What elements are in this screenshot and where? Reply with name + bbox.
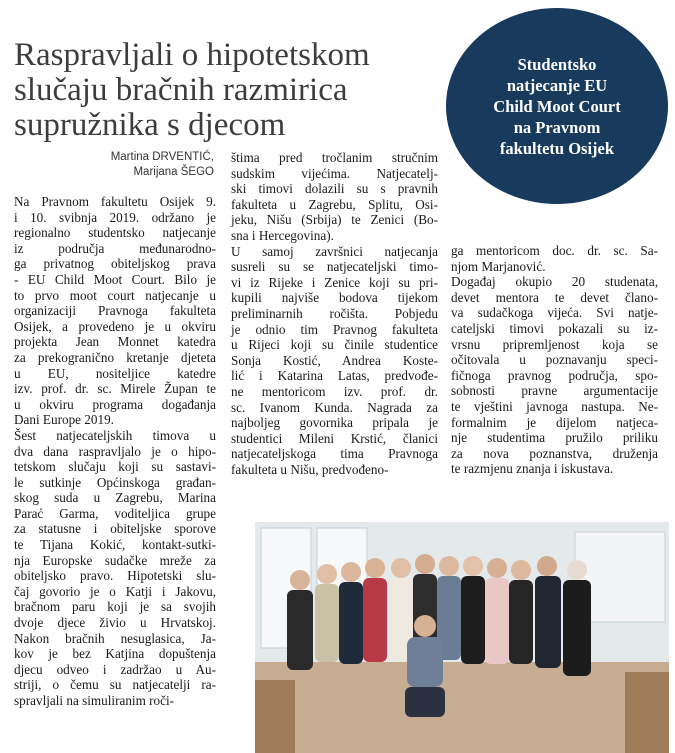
text-line: te vještini javnoga nastupa. Ne- [451, 398, 658, 414]
article-column-1 [14, 194, 216, 709]
text-line: kov je bez Katjina dopuštenja [14, 646, 216, 662]
text-line: je odnio tim Pravnog fakulteta [231, 321, 438, 337]
text-line: najboljeg govornika pripala je [231, 415, 438, 431]
text-line: te Tijana Kokić, kontakt-sutki- [14, 537, 216, 553]
text-line: Sonja Kostić, Andrea Koste- [231, 352, 438, 368]
author-name: Marijana ŠEGO [133, 166, 214, 178]
text-line: vrsnu pripremljenost koja se [451, 336, 658, 352]
text-line: le sutkinje Općinskoga građan- [14, 474, 216, 490]
text-line: fakulteta u Zagrebu, Splitu, Osi- [231, 196, 438, 212]
author-name: Martina DRVENTIĆ, [110, 151, 214, 163]
text-line: Parać Garma, voditeljica grupe [14, 505, 216, 521]
text-line: U samoj završnici natjecanja [231, 243, 438, 259]
text-line: očitovala u poznavanju speci- [451, 352, 658, 368]
text-line: te razmjenu znanja i iskustava. [451, 461, 614, 477]
text-line: u EU, nositeljice katedre [14, 365, 216, 381]
text-line: sna i Hercegovina). [231, 227, 334, 243]
text-line: lić i Katarina Latas, predvođe- [231, 368, 438, 384]
headline-line: supružnika s djecom [14, 107, 286, 144]
group-photo-illustration [255, 522, 669, 753]
text-line: sudskim vijećima. Natjecatelj- [231, 165, 438, 181]
text-line: organizaciji Pravnoga fakulteta [14, 303, 216, 319]
text-line: nja Europske sudačke mreže za [14, 552, 216, 568]
text-line: va sudačkoga vijeća. Svi natje- [451, 305, 658, 321]
article-column-2 [231, 150, 438, 477]
text-line: u okviru programa događanja [14, 396, 216, 412]
text-line: izv. prof. dr. sc. Mirele Župan te [14, 381, 216, 397]
text-line: Na Pravnom fakultetu Osijek 9. [14, 194, 216, 209]
text-line: u Rijeci koji su činile studentice [231, 337, 438, 353]
text-line: striji, o čemu su natjecatelji ra- [14, 677, 216, 693]
text-line: fičnoga pravnog područja, spo- [451, 367, 658, 383]
text-line: jeku, Nišu (Srbija) te Zenici (Bo- [231, 212, 438, 228]
text-line: Osijek, a provedeno je u okviru [14, 318, 216, 334]
badge-line: Studentsko [517, 54, 597, 74]
text-line: za prekogranično kretanje djeteta [14, 349, 216, 365]
text-line: sobnosti pravne argumentacije [451, 383, 658, 399]
text-line: ski timovi dolazili su s pravnih [231, 181, 438, 197]
article-headline [14, 38, 444, 143]
text-line: fakulteta u Nišu, predvođeno- [231, 461, 389, 477]
text-line: studentici Mileni Krstić, članici [231, 430, 438, 446]
text-line: dva dana raspravljalo je o hipo- [14, 443, 216, 459]
event-badge [446, 8, 668, 204]
badge-line: natjecanje EU [506, 75, 608, 95]
text-line: nje studentima pružilo priliku [451, 430, 658, 446]
text-line: tetskom slučaju koji su sastavi- [14, 459, 216, 475]
badge-line: na Pravnom [513, 117, 601, 137]
text-line: preliminarnih ročišta. Pobjedu [231, 305, 438, 321]
text-line: čaj govorio je o Katji i Jakovu, [14, 583, 216, 599]
text-line: to prvo moot court natjecanje u [14, 287, 216, 303]
headline-line: Raspravljali o hipotetskom [14, 37, 370, 74]
text-line: ga privatnog obiteljskog prava [14, 256, 216, 272]
text-line: njom Marjanović. [451, 258, 546, 274]
article-column-3 [451, 243, 658, 477]
text-line: natjecateljskoga tima Pravnoga [231, 446, 438, 462]
text-line: bračnom paru koji je sa svojih [14, 599, 216, 615]
text-line: - EU Child Moot Court. Bilo je [14, 271, 216, 287]
text-line: regionalno studentsko natjecanje [14, 225, 216, 241]
text-line: Događaj okupio 20 studenata, [451, 274, 658, 290]
text-line: Nakon bračnih nesuglasica, Ja- [14, 630, 216, 646]
text-line: vi iz Rijeke i Zenice koji su pri- [231, 274, 438, 290]
text-line: obiteljsko pravo. Hipotetski slu- [14, 568, 216, 584]
text-line: ne mentoricom izv. prof. dr. [231, 383, 438, 399]
headline-line: slučaju bračnih razmirica [14, 72, 348, 109]
text-line: ga mentoricom doc. dr. sc. Sa- [451, 243, 658, 258]
text-line: projekta Jean Monnet katedra [14, 334, 216, 350]
event-badge-text [467, 54, 647, 159]
text-line: i 10. svibnja 2019. održano je [14, 209, 216, 225]
text-line: kupili najviše bodova tijekom [231, 290, 438, 306]
badge-line: fakultetu Osijek [499, 138, 615, 158]
byline [14, 150, 214, 180]
text-line: sc. Ivanom Kunda. Nagrada za [231, 399, 438, 415]
text-line: skog suda u Zagrebu, Marina [14, 490, 216, 506]
text-line: cateljski timovi pokazali su iz- [451, 320, 658, 336]
text-line: susreli su se natjecateljski timo- [231, 259, 438, 275]
text-line: za statusne i obiteljske sporove [14, 521, 216, 537]
text-line: štima pred tročlanim stručnim [231, 150, 438, 165]
badge-line: Child Moot Court [493, 96, 621, 116]
text-line: Dani Europe 2019. [14, 412, 114, 428]
text-line: formalnim je dijelom natjeca- [451, 414, 658, 430]
text-line: devet mentora te devet člano- [451, 289, 658, 305]
text-line: iz područja međunarodno- [14, 240, 216, 256]
text-line: Šest natjecateljskih timova u [14, 427, 216, 443]
text-line: dvoje djece živio u Hrvatskoj. [14, 615, 216, 631]
text-line: za nova poznanstva, druženja [451, 445, 658, 461]
group-photo [255, 522, 669, 753]
text-line: djecu odveo i zadržao u Au- [14, 661, 216, 677]
text-line: spravljali na simuliranim roči- [14, 693, 175, 708]
